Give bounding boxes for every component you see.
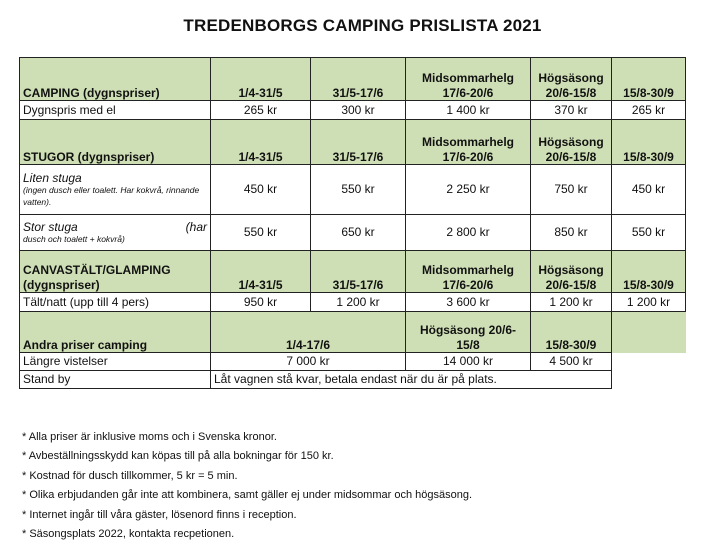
table-row [20,215,686,251]
price-cell: 650 kr [311,215,406,251]
period-header: 31/5-17/6 [311,58,406,101]
notes-list [22,428,472,544]
period-header: Högsäsong 20/6-15/8 [531,58,612,101]
stor-stuga-label: Stor stuga [23,219,78,234]
page-title: TREDENBORGS CAMPING PRISLISTA 2021 [183,16,542,35]
period-header: 31/5-17/6 [311,120,406,165]
liten-stuga-desc: (ingen dusch eller toalett. Har kokvrå, rinnande vatten). [23,185,200,207]
table-row [20,293,686,312]
price-cell: 1 200 kr [612,293,686,312]
period-header: Högsäsong 20/6-15/8 [531,251,612,293]
stor-stuga-label-tail: (har [185,219,207,234]
period-header: Midsommarhelg 17/6-20/6 [406,251,531,293]
andra-header: Andra priser camping [20,312,211,353]
empty-cell [612,353,686,371]
stor-stuga-desc: dusch och toalett + kokvrå) [23,233,125,244]
price-cell: 370 kr [531,101,612,120]
price-cell: 4 500 kr [531,353,612,371]
empty-cell [612,312,686,353]
period-header: 15/8-30/9 [612,251,686,293]
row-label [20,215,211,251]
stugor-header-row [20,120,686,165]
price-cell: 1 200 kr [531,293,612,312]
price-cell: 3 600 kr [406,293,531,312]
liten-stuga-label: Liten stuga [23,170,82,185]
period-header: 15/8-30/9 [612,120,686,165]
canvas-header-row [20,251,686,293]
period-header: Midsommarhelg 17/6-20/6 [406,58,531,101]
price-cell: 450 kr [612,165,686,215]
period-header: 1/4-31/5 [211,120,311,165]
row-label: Dygnspris med el [20,101,211,120]
note-item: * Kostnad för dusch tillkommer, 5 kr = 5 min. [22,469,238,482]
price-table [19,57,686,389]
note-item: * Olika erbjudanden går inte att kombinera, samt gäller ej under midsommar och högsäsong. [22,489,473,502]
price-cell: 750 kr [531,165,612,215]
row-label: Längre vistelser [20,353,211,371]
price-cell: 1 200 kr [311,293,406,312]
price-cell: 1 400 kr [406,101,531,120]
table-row [20,101,686,120]
row-label: Stand by [20,371,211,389]
stugor-header: STUGOR (dygnspriser) [20,120,211,165]
period-header: 15/8-30/9 [612,58,686,101]
andra-header-row [20,312,686,353]
price-cell: 950 kr [211,293,311,312]
camping-header: CAMPING (dygnspriser) [20,58,211,101]
table-row [20,165,686,215]
period-header: 31/5-17/6 [311,251,406,293]
note-item: * Säsongsplats 2022, kontakta recpetionen. [22,528,235,541]
price-cell: 265 kr [211,101,311,120]
period-header: 1/4-17/6 [211,312,406,353]
note-item: * Alla priser är inklusive moms och i Svenska kronor. [22,431,277,443]
note-item: * Avbeställningsskydd kan köpas till på alla bokningar för 150 kr. [22,450,334,463]
row-label [20,165,211,215]
price-cell: 550 kr [311,165,406,215]
period-header: 1/4-31/5 [211,251,311,293]
price-cell: 2 250 kr [406,165,531,215]
price-cell: 7 000 kr [211,353,406,371]
period-header: 1/4-31/5 [211,58,311,101]
row-label: Tält/natt (upp till 4 pers) [20,293,211,312]
price-cell: 2 800 kr [406,215,531,251]
price-cell: 300 kr [311,101,406,120]
table-row [20,353,686,371]
price-cell: 14 000 kr [406,353,531,371]
price-cell: 850 kr [531,215,612,251]
price-cell: 550 kr [612,215,686,251]
standby-text: Låt vagnen stå kvar, betala endast när du är på plats. [211,371,612,389]
table-row [20,371,686,389]
canvas-header: CANVASTÄLT/GLAMPING (dygnspriser) [20,251,211,293]
price-cell: 450 kr [211,165,311,215]
empty-cell [612,371,686,389]
period-header: Midsommarhelg 17/6-20/6 [406,120,531,165]
price-cell: 265 kr [612,101,686,120]
camping-header-row [20,58,686,101]
price-cell: 550 kr [211,215,311,251]
period-header: 15/8-30/9 [531,312,612,353]
period-header: Högsäsong 20/6-15/8 [531,120,612,165]
note-item: * Internet ingår till våra gäster, lösenord finns i reception. [22,508,297,521]
period-header: Högsäsong 20/6- 15/8 [406,312,531,353]
